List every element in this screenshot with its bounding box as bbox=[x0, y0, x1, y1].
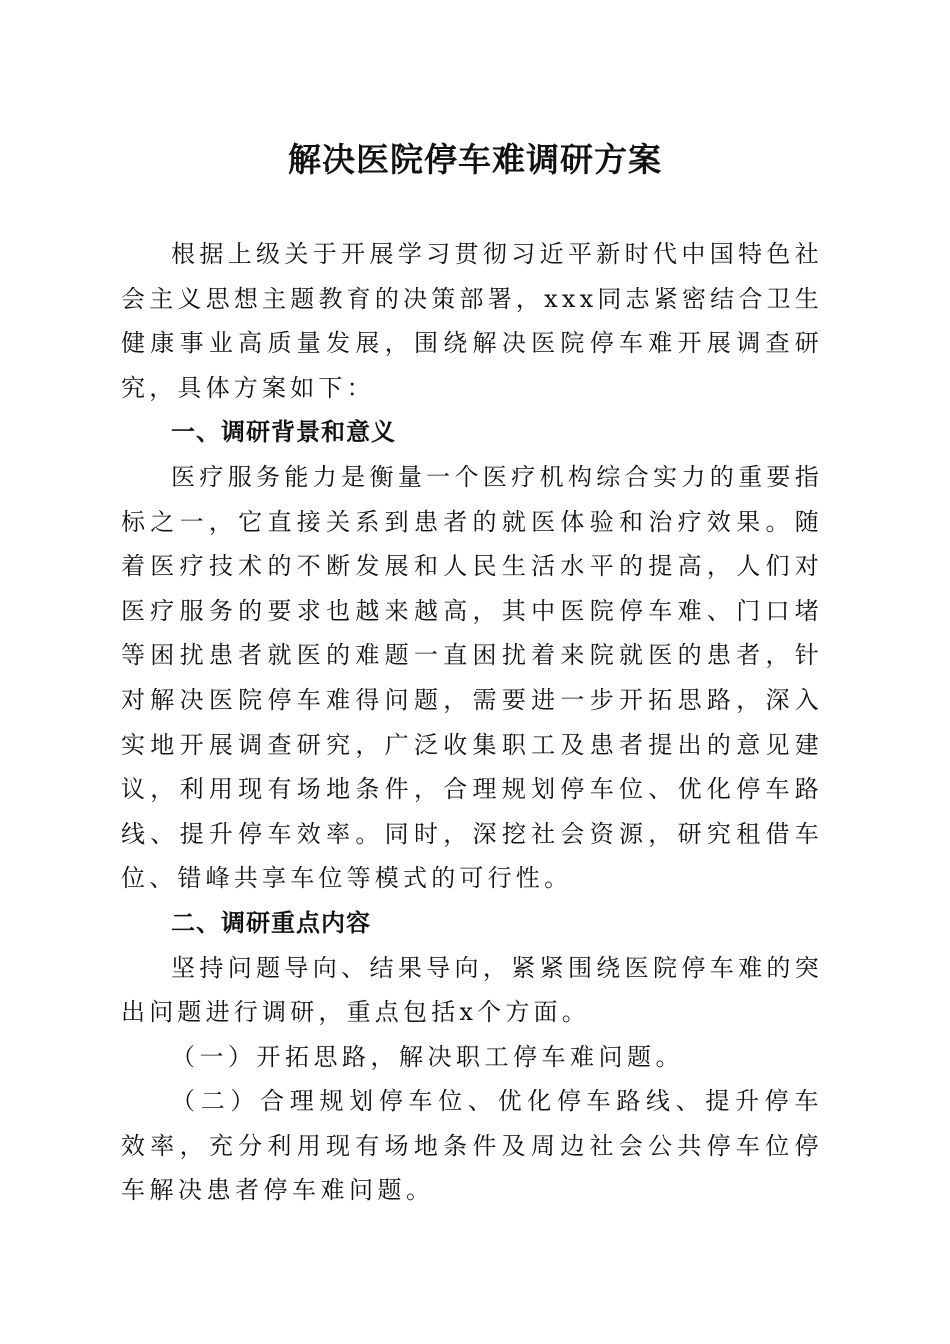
section-1-heading: 一、调研背景和意义 bbox=[171, 418, 396, 447]
section-2-paragraph: 坚持问题导向、结果导向，紧紧围绕医院停车难的突出问题进行调研，重点包括x个方面。 bbox=[121, 953, 823, 1027]
section-1-paragraph: 医疗服务能力是衡量一个医疗机构综合实力的重要指标之一，它直接关系到患者的就医体验和治疗效果。随着医疗技术的不断发展和人民生活水平的提高，人们对医疗服务的要求也越来越高，其中医院停车难、门口堵等困扰患者就医的难题一直困扰着来院就医的患者，针对解决医院停车难得问题，需要进一步开拓思路，深入实地开展调查研究，广泛收集职工及患者提出的意见建议，利用现有场地条件，合理规划停车位、优化停车路线、提升停车效率。同时，深挖社会资源，研究租借车位、错峰共享车位等模式的可行性。 bbox=[121, 462, 823, 893]
section-2-item-2: （二）合理规划停车位、优化停车路线、提升停车效率，充分利用现有场地条件及周边社会公共停车位停车解决患者停车难问题。 bbox=[121, 1087, 823, 1205]
section-2-item-1: （一）开拓思路，解决职工停车难问题。 bbox=[171, 1042, 684, 1071]
document-title: 解决医院停车难调研方案 bbox=[288, 140, 662, 179]
document-body bbox=[121, 232, 823, 1213]
section-2-heading: 二、调研重点内容 bbox=[171, 908, 371, 937]
intro-paragraph: 根据上级关于开展学习贯彻习近平新时代中国特色社会主义思想主题教育的决策部署，xxx同志紧密结合卫生健康事业高质量发展，围绕解决医院停车难开展调查研究，具体方案如下： bbox=[121, 240, 823, 402]
